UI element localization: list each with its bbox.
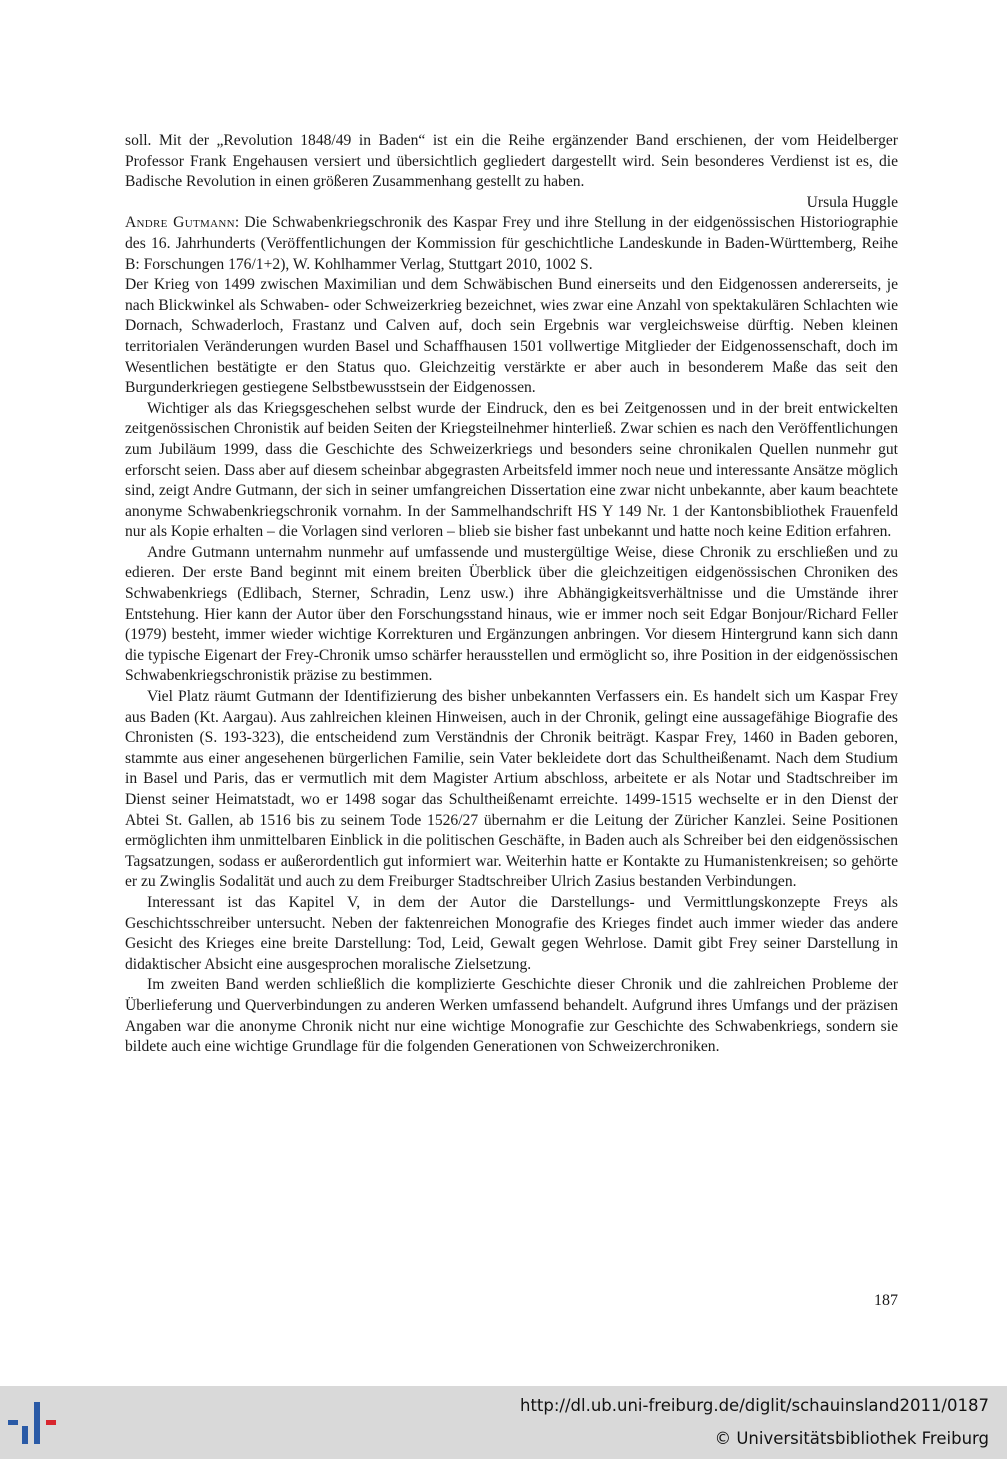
review-paragraph: Der Krieg von 1499 zwischen Maximilian und dem Schwäbischen Bund einerseits und den Eidgenossen andererseits, je nach Blickwinkel als Schwaben- oder Schweizerkrieg bezeichnet, wies zwar eine Anzahl von spektakulären Schlachten wie Dornach, Schwaderloch, Frastanz und Calven auf, doch sein Ergebnis war vergleichsweise dürftig. Neben kleinen territorialen Veränderungen wurden Basel und Schaffhausen 1501 vollwertige Mitglieder der Eidgenossenschaft, doch im Wesentlichen bestätigte er den Status quo. Gleichzeitig verstärkte er aber auch in besonderem Maße das seit den Burgunderkriegen gestiegene Selbstbewusstsein der Eidgenossen. xyxy=(125,276,898,397)
reviewer-signature: Ursula Huggle xyxy=(806,193,898,211)
document-permalink[interactable]: http://dl.ub.uni-freiburg.de/diglit/schauinsland2011/0187 xyxy=(519,1396,989,1415)
page-number: 187 xyxy=(874,1292,898,1309)
ub-freiburg-logo-icon xyxy=(8,1400,64,1448)
review-paragraph: Viel Platz räumt Gutmann der Identifizierung des bisher unbekannten Verfassers ein. Es handelt sich um Kaspar Frey aus Baden (Kt. Aargau). Aus zahlreichen kleinen Hinweisen, auch in der Chronik, gelingt eine aussagefähige Biografie des Chronisten (S. 193-323), die entscheidend zum Verständnis der Chronik beiträgt. Kaspar Frey, 1460 in Baden geboren, stammte aus einer angesehenen bürgerlichen Familie, sein Vater bekleidete dort das Schultheißenamt. Nach dem Studium in Basel und Paris, das er vermutlich mit dem Magister Artium abschloss, arbeitete er als Notar und Stadtschreiber im Dienst seiner Heimatstadt, wo er 1498 sogar das Schultheißenamt erreichte. 1499-1515 wechselte er in den Dienst der Abtei St. Gallen, ab 1516 bis zu seinem Tode 1526/27 übernahm er die Leitung der Züricher Kanzlei. Seine Positionen ermöglichten ihm unmittelbaren Einblick in die politischen Geschäfte, in Baden auch als Schreiber bei den eidgenössischen Tagsatzungen, sodass er außerordentlich gut informiert war. Weiterhin hatte er Kontakte zu Humanistenkreisen; so gehörte er zu Zwinglis Sodalität und auch zu dem Freiburger Stadtschreiber Ulrich Zasius bestanden Verbindungen. xyxy=(125,688,898,891)
review-paragraph: Im zweiten Band werden schließlich die komplizierte Geschichte dieser Chronik und die zahlreichen Probleme der Überlieferung und Querverbindungen zu anderen Werken umfassend behandelt. Aufgrund ihres Umfangs und der präzisen Angaben war die anonyme Chronik nicht nur eine wichtige Monografie zur Geschichte des Schwabenkriegs, sondern sie bildete auch eine wichtige Grundlage für die folgenden Generationen von Schweizerchroniken. xyxy=(125,976,898,1056)
review-book-details: : Die Schwabenkriegschronik des Kaspar Frey und ihre Stellung in der eidgenössischen Historiographie des 16. Jahrhunderts (Veröffentlichungen der Kommission für geschichtliche Landeskunde in Baden-Württemberg, Reihe B: Forschungen 176/1+2), W. Kohlhammer Verlag, Stuttgart 2010, 1002 S. xyxy=(125,214,899,273)
document-page xyxy=(125,131,898,1058)
review-bibliographic-heading xyxy=(125,213,898,275)
library-footer-band xyxy=(0,1386,1007,1459)
review-book-author: Andre Gutmann xyxy=(125,214,235,232)
previous-review-ending: soll. Mit der „Revolution 1848/49 in Baden“ ist ein die Reihe ergänzender Band erschienen, der vom Heidelberger Professor Frank Engehausen versiert und übersichtlich gegliedert dargestellt wird. Sein besonderes Verdienst ist es, die Badische Revolution in einen größeren Zusammenhang gestellt zu haben. xyxy=(125,132,898,191)
review-paragraph: Andre Gutmann unternahm nunmehr auf umfassende und mustergültige Weise, diese Chronik zu erschließen und zu edieren. Der erste Band beginnt mit einem breiten Überblick über die gleichzeitigen eidgenössischen Chroniken des Schwabenkriegs (Edlibach, Sterner, Schradin, Lenz usw.) ihre Abhängigkeitsverhältnisse und die Umstände ihrer Entstehung. Hier kann der Autor über den Forschungsstand hinaus, wie er immer noch seit Edgar Bonjour/Richard Feller (1979) besteht, immer wieder wichtige Korrekturen und Ergänzungen anbringen. Vor diesem Hintergrund kann sich dann die typische Eigenart der Frey-Chronik umso schärfer herausstellen und ermöglicht so, ihre Position in der eidgenössischen Schwabenkriegschronistik präzise zu bestimmen. xyxy=(125,543,898,685)
review-paragraph: Wichtiger als das Kriegsgeschehen selbst wurde der Eindruck, den es bei Zeitgenossen und in der breit entwickelten zeitgenössischen Chronistik auf beiden Seiten der Kriegsteilnehmer hinterließ. Zwar schien es nach den Veröffentlichungen zum Jubiläum 1999, dass die Geschichte des Schweizerkriegs und besonders seine chronikalen Quellen nunmehr gut erforscht seien. Dass aber auf diesem scheinbar abgegrasten Arbeitsfeld immer noch neue und interessante Ansätze möglich sind, zeigt Andre Gutmann, der sich in seiner umfangreichen Dissertation eine zwar nicht unbekannte, aber kaum beachtete anonyme Schwabenkriegschronik vornahm. In der Sammelhandschrift HS Y 149 Nr. 1 der Kantonsbibliothek Frauenfeld nur als Kopie erhalten – die Vorlagen sind verloren – blieb sie bisher fast unbekannt und hatte noch keine Edition erfahren. xyxy=(125,399,898,541)
review-paragraph: Interessant ist das Kapitel V, in dem der Autor die Darstellungs- und Vermittlungskonzepte Freys als Geschichtsschreiber untersucht. Neben der faktenreichen Monografie des Krieges findet auch immer wieder das andere Gesicht des Krieges eine breite Darstellung: Tod, Leid, Gewalt gegen Wehrlose. Damit gibt Frey seiner Darstellung in didaktischer Absicht eine ausgesprochen moralische Zielsetzung. xyxy=(125,893,898,973)
copyright-notice: © Universitätsbibliothek Freiburg xyxy=(714,1429,989,1448)
